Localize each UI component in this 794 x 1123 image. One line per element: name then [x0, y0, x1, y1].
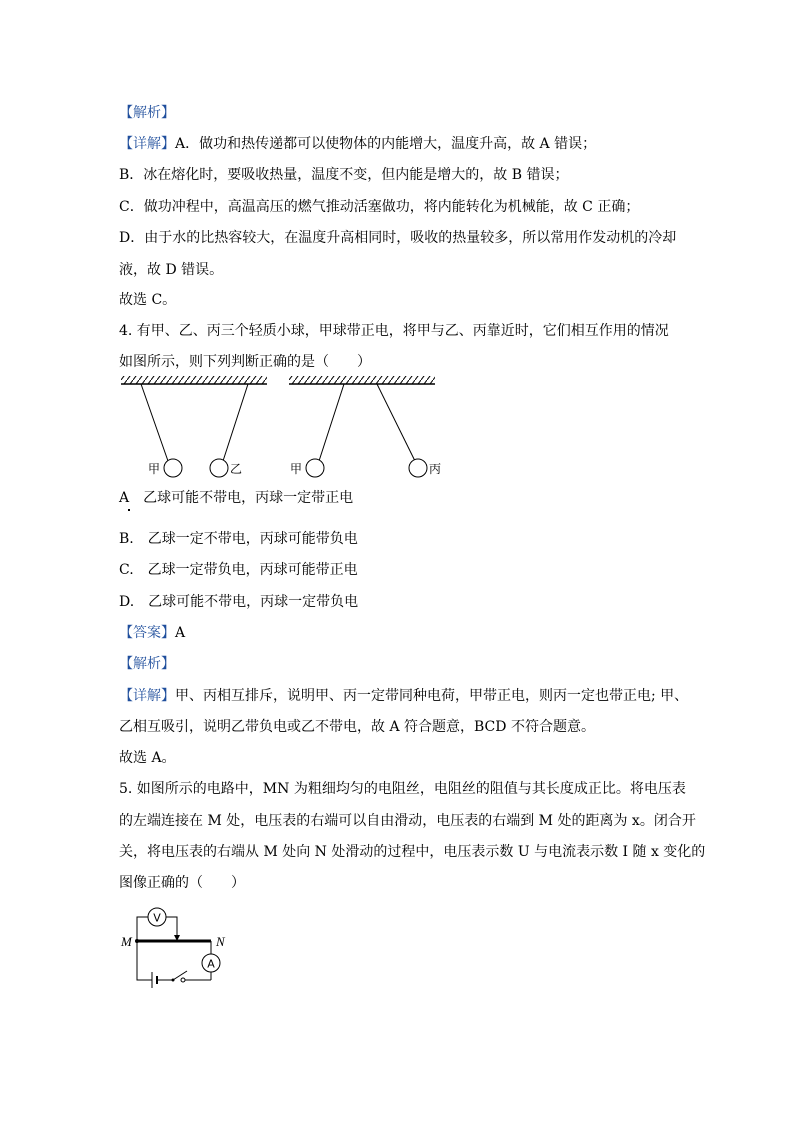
- question-5-stem-3: 关，将电压表的右端从 M 处向 N 处滑动的过程中，电压表示数 U 与电流表示数 I 随 x 变化的: [119, 844, 706, 860]
- ball-yi: [210, 459, 228, 477]
- ball-jia-left: [164, 459, 182, 477]
- answer-value: A: [175, 625, 186, 641]
- question-4-stem-1: 4. 有甲、乙、丙三个轻质小球，甲球带正电，将甲与乙、丙靠近时，它们相互作用的情况: [119, 323, 669, 339]
- question-5-stem-2: 的左端连接在 M 处，电压表的右端可以自由滑动，电压表的右端到 M 处的距离为 x。闭合开: [119, 813, 696, 829]
- answer-line: [119, 624, 185, 642]
- detail-line-b: B．冰在熔化时，要吸收热量，温度不变，但内能是增大的，故 B 错误；: [119, 167, 569, 183]
- choice-line: 故选 C。: [119, 292, 177, 308]
- circuit-figure: [115, 900, 240, 995]
- question-4-stem-2: 如图所示，则下列判断正确的是（ ）: [119, 354, 371, 370]
- detail-line-c: C．做功冲程中，高温高压的燃气推动活塞做功，将内能转化为机械能，故 C 正确；: [119, 199, 640, 215]
- string-jia-right: [319, 384, 344, 461]
- detail-line-a: [119, 135, 596, 153]
- q4-choice-line: 故选 A。: [119, 750, 176, 766]
- option-c: C. 乙球一定带负电，丙球可能带正电: [119, 562, 358, 578]
- detail-text: A．做功和热传递都可以使物体的内能增大，温度升高，故 A 错误；: [175, 136, 597, 152]
- option-b: B. 乙球一定不带电，丙球可能带负电: [119, 531, 358, 547]
- detail-line-d2: 液，故 D 错误。: [119, 262, 224, 278]
- label-jia-right: 甲: [290, 462, 303, 476]
- stray-dot: [128, 509, 130, 511]
- ammeter-label: A: [207, 957, 215, 971]
- question-5-stem-1: 5. 如图所示的电路中，MN 为粗细均匀的电阻丝，电阻丝的阻值与其长度成正比。将电压表: [119, 781, 686, 797]
- switch-pivot: [172, 979, 175, 982]
- switch-contact: [181, 978, 185, 982]
- charged-balls-figure: [115, 372, 445, 482]
- label-m: M: [121, 934, 132, 949]
- label-bing: 丙: [429, 462, 442, 476]
- q4-detail-line-2: 乙相互吸引，说明乙带负电或乙不带电，故 A 符合题意，BCD 不符合题意。: [119, 719, 595, 735]
- analysis-heading: 【解析】: [119, 105, 175, 121]
- string-bing: [377, 384, 415, 461]
- ceiling-hatch-left: [121, 376, 267, 384]
- wire-left: [137, 941, 152, 980]
- analysis-heading-q4: 【解析】: [119, 656, 175, 672]
- detail-label: 【详解】: [119, 136, 175, 152]
- voltmeter-label: V: [153, 911, 161, 925]
- ball-bing: [409, 459, 427, 477]
- question-5-stem-4: 图像正确的（ ）: [119, 875, 245, 891]
- q4-detail-line-1: [119, 687, 688, 705]
- label-yi: 乙: [230, 462, 243, 476]
- label-jia-left: 甲: [148, 462, 161, 476]
- q4-detail-text: 甲、丙相互排斥，说明甲、丙一定带同种电荷，甲带正电，则丙一定也带正电; 甲、: [175, 688, 689, 704]
- ceiling-hatch-right: [289, 376, 435, 384]
- string-jia-left: [141, 384, 168, 461]
- detail-line-d1: D．由于水的比热容较大，在温度升高相同时，吸收的热量较多，所以常用作发动机的冷却: [119, 230, 677, 246]
- voltmeter-slider-lead: [166, 917, 177, 937]
- answer-label: 【答案】: [119, 625, 175, 641]
- label-n: N: [216, 934, 225, 949]
- voltmeter-left-lead: [137, 917, 148, 941]
- ball-jia-right: [306, 459, 324, 477]
- option-d: D. 乙球可能不带电，丙球一定带负电: [119, 594, 359, 610]
- option-a: A 乙球可能不带电，丙球一定带正电: [119, 490, 354, 506]
- string-yi: [223, 384, 248, 461]
- detail-label-q4: 【详解】: [119, 688, 175, 704]
